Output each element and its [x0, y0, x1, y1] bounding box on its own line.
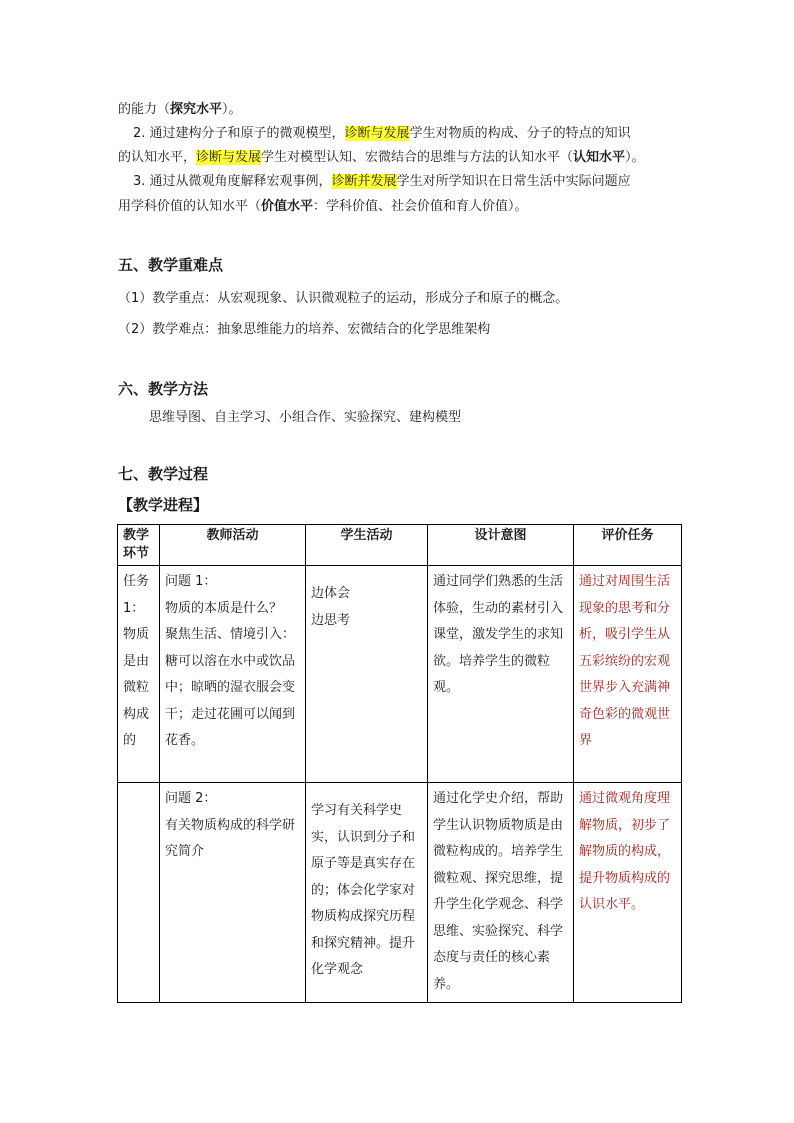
goal-2-number: 2. [133, 126, 146, 141]
row1-evaluation: 通过对周围生活现象的思考和分析，吸引学生从五彩缤纷的宏观世界步入充满神奇色彩的微观世界 [574, 566, 682, 783]
row1-student-line-2: 边思考 [311, 612, 351, 628]
header-intent: 设计意图 [428, 525, 574, 566]
goal-3-line-a [133, 172, 631, 192]
table-row [118, 566, 682, 783]
header-evaluation: 评价任务 [574, 525, 682, 566]
goal-line-1 [118, 100, 242, 120]
section-7-title: 七、教学过程 [118, 465, 209, 483]
header-stage: 教学环节 [118, 525, 160, 566]
goal-3-text-a: 通过从微观角度解释宏观事例， [145, 174, 332, 189]
process-subtitle: 【教学进程】 [118, 496, 209, 514]
row2-teacher [160, 783, 306, 1003]
row1-context-text: 聚焦生活、情境引入：糖可以溶在水中或饮品中；晾晒的湿衣服会变干；走过花圃可以闻到花香。 [165, 627, 296, 748]
row2-intent: 通过化学史介绍，帮助学生认识物质物质是由微粒构成的。培养学生微粒观、探究思维，提升学生化学观念、科学思维、实验探究、科学态度与责任的核心素养。 [428, 783, 574, 1003]
goal-3-line-b [118, 197, 528, 217]
difficulty-point: （2）教学难点：抽象思维能力的培养、宏微结合的化学思维架构 [118, 322, 491, 337]
goal-3-text-a-end: 学生对所学知识在日常生活中实际问题应 [396, 174, 631, 189]
key-point: （1）教学重点：从宏观现象、认识微观粒子的运动，形成分子和原子的概念。 [118, 291, 569, 306]
row1-question-label: 问题 1： [165, 574, 217, 589]
row1-student-line-1: 边体会 [311, 586, 351, 601]
section-6-title: 六、教学方法 [118, 380, 209, 398]
row2-student: 学习有关科学史实，认识到分子和原子等是真实存在的；体会化学家对物质构成探究历程和探究精神。提升化学观念 [306, 783, 428, 1003]
row2-evaluation: 通过微观角度理解物质，初步了解物质的构成，提升物质构成的认识水平。 [574, 783, 682, 1003]
goal-2-line-a [133, 124, 631, 144]
goal-2-text-a-end: 学生对物质的构成、分子的特点的知识 [409, 126, 631, 141]
row2-question-label: 问题 2： [165, 791, 217, 806]
teaching-process-table [117, 524, 682, 1003]
row1-intent: 通过同学们熟悉的生活体验，生动的素材引入课堂，激发学生的求知欲。培养学生的微粒观。 [428, 566, 574, 783]
goal-2-text-b: 的认知水平， [118, 150, 197, 165]
row1-stage: 任务1：物质是由微粒构成的 [118, 566, 160, 783]
goal-3-text-b: 用学科价值的认知水平（ [118, 199, 262, 214]
goal-2-highlight-a: 诊断与发展 [344, 126, 410, 141]
goal-2-highlight-b: 诊断与发展 [196, 150, 262, 165]
goal-1-level: 探究水平 [170, 102, 223, 117]
goal-2-level: 认知水平 [573, 150, 626, 165]
goal-1-suffix: ）。 [222, 102, 242, 117]
row1-student [306, 566, 428, 783]
header-teacher: 教师活动 [160, 525, 306, 566]
goal-3-number: 3. [133, 174, 146, 189]
goal-1-prefix: 的能力（ [118, 102, 171, 117]
row1-question-text: 物质的本质是什么？ [165, 600, 283, 616]
goal-2-text-a: 通过建构分子和原子的微观模型， [145, 126, 345, 141]
goal-3-level: 价值水平 [261, 199, 314, 214]
table-header-row [118, 525, 682, 566]
goal-2-line-b [118, 148, 645, 168]
goal-2-text-b-end: ）。 [625, 150, 645, 165]
header-student: 学生活动 [306, 525, 428, 566]
section-5-title: 五、教学重难点 [118, 256, 224, 274]
row2-question-text: 有关物质构成的科学研究简介 [165, 817, 296, 859]
row2-stage [118, 783, 160, 1003]
goal-2-text-b-mid: 学生对模型认知、宏微结合的思维与方法的认知水平（ [261, 150, 574, 165]
goal-3-text-b-end: ：学科价值、社会价值和育人价值）。 [313, 199, 528, 214]
row1-teacher [160, 566, 306, 783]
teaching-methods: 思维导图、自主学习、小组合作、实验探究、建构模型 [149, 410, 462, 425]
table-row [118, 783, 682, 1003]
goal-3-highlight: 诊断并发展 [331, 174, 397, 189]
